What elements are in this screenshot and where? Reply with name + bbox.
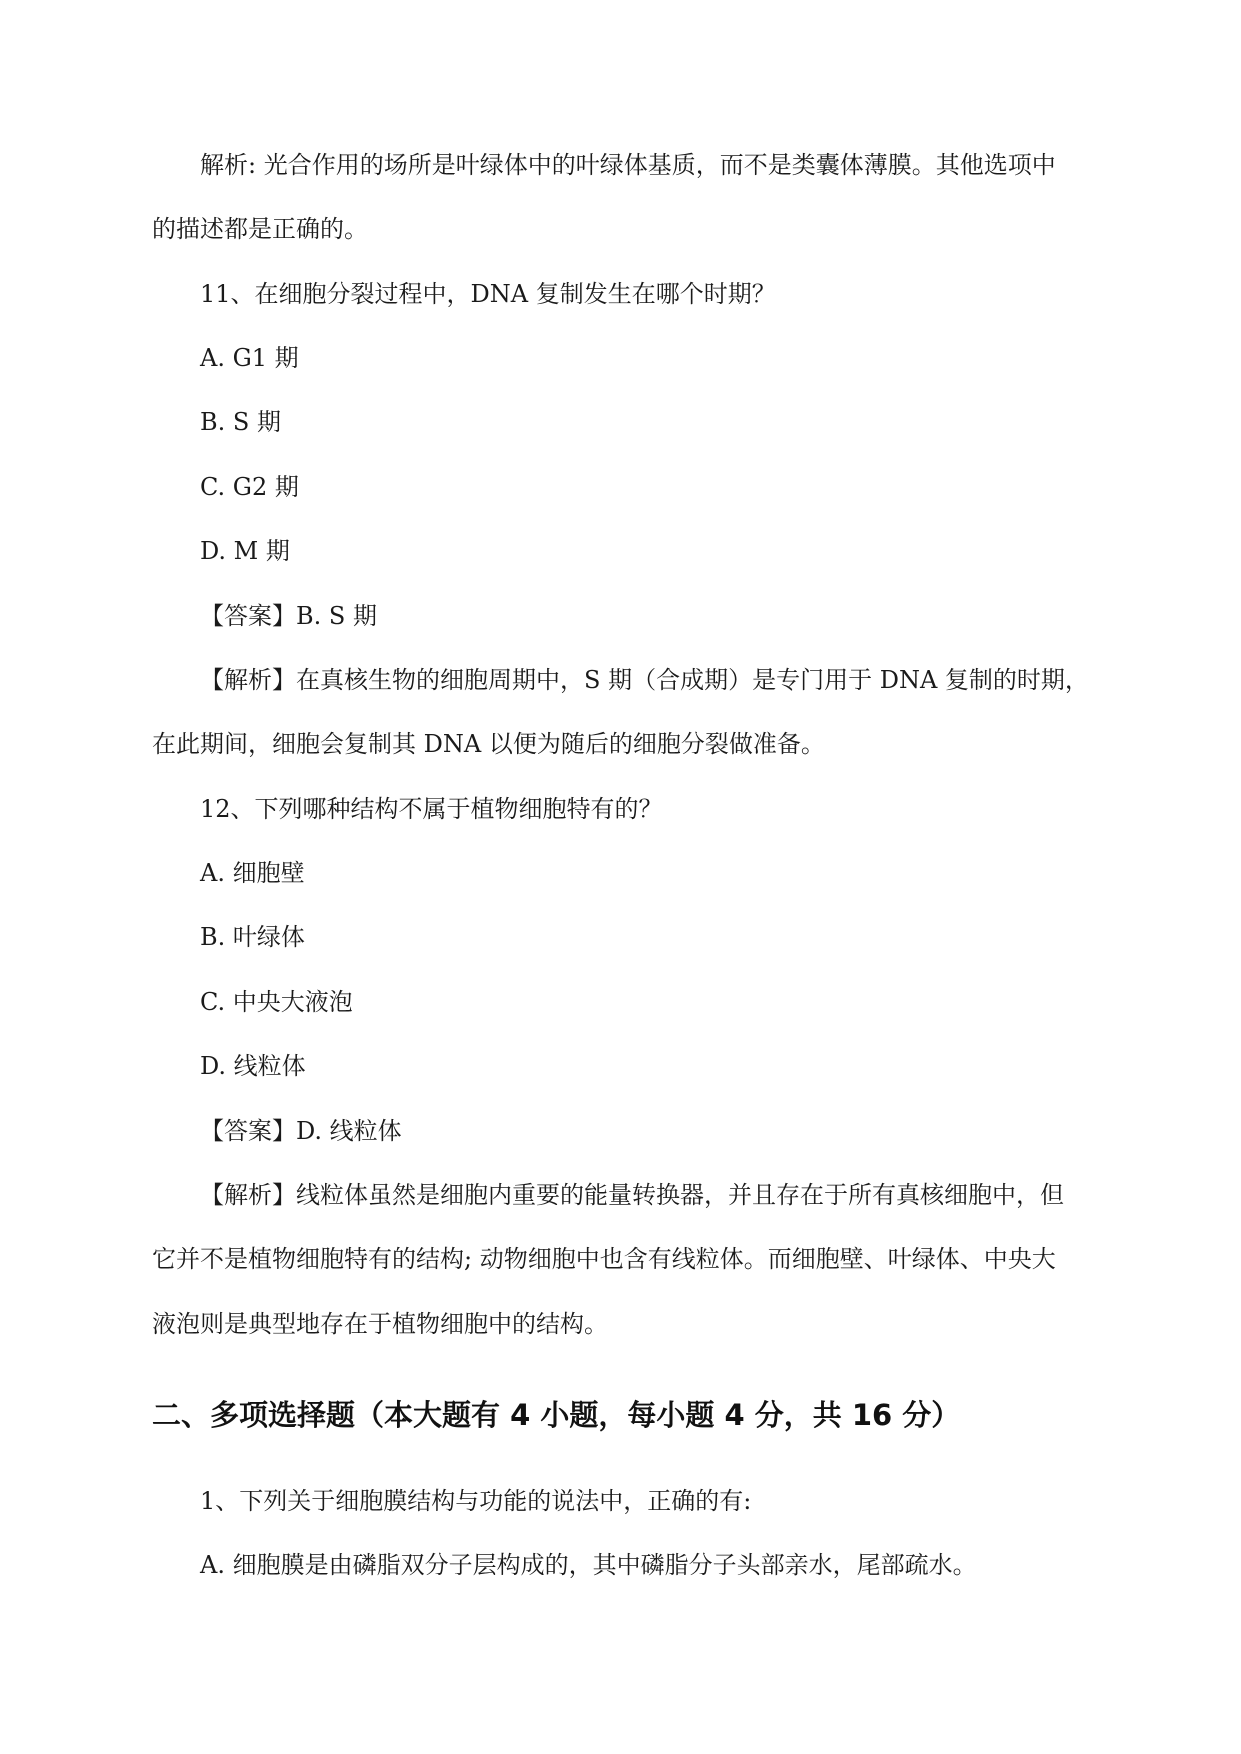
section-2-heading: 二、多项选择题（本大题有 4 小题，每小题 4 分，共 16 分） (152, 1398, 961, 1432)
question-11-option-d: D. M 期 (200, 537, 290, 565)
question-11-answer: 【答案】B. S 期 (200, 602, 377, 630)
question-12-option-a: A. 细胞壁 (200, 859, 305, 887)
question-11-option-b: B. S 期 (200, 408, 281, 436)
question-12: 12、下列哪种结构不属于植物细胞特有的？ (200, 795, 663, 823)
multi-question-1: 1、下列关于细胞膜结构与功能的说法中，正确的有: (200, 1487, 752, 1515)
question-11-explanation-line-2: 在此期间，细胞会复制其 DNA 以便为随后的细胞分裂做准备。 (152, 730, 825, 758)
question-11: 11、在细胞分裂过程中，DNA 复制发生在哪个时期？ (200, 280, 776, 308)
question-12-explanation-line-1: 【解析】线粒体虽然是细胞内重要的能量转换器，并且存在于所有真核细胞中，但 (200, 1181, 1064, 1209)
multi-question-1-option-a: A. 细胞膜是由磷脂双分子层构成的，其中磷脂分子头部亲水，尾部疏水。 (200, 1551, 977, 1579)
question-12-option-d: D. 线粒体 (200, 1052, 306, 1080)
question-12-explanation-line-3: 液泡则是典型地存在于植物细胞中的结构。 (152, 1310, 608, 1338)
question-11-option-a: A. G1 期 (200, 344, 299, 372)
question-12-option-b: B. 叶绿体 (200, 923, 305, 951)
prev-explanation-line-1: 解析: 光合作用的场所是叶绿体中的叶绿体基质，而不是类囊体薄膜。其他选项中 (200, 151, 1056, 179)
question-11-explanation-line-1: 【解析】在真核生物的细胞周期中，S 期（合成期）是专门用于 DNA 复制的时期， (200, 666, 1089, 694)
question-12-answer: 【答案】D. 线粒体 (200, 1117, 402, 1145)
question-12-explanation-line-2: 它并不是植物细胞特有的结构; 动物细胞中也含有线粒体。而细胞壁、叶绿体、中央大 (152, 1245, 1056, 1273)
question-12-option-c: C. 中央大液泡 (200, 988, 353, 1016)
question-11-option-c: C. G2 期 (200, 473, 299, 501)
prev-explanation-line-2: 的描述都是正确的。 (152, 215, 368, 243)
